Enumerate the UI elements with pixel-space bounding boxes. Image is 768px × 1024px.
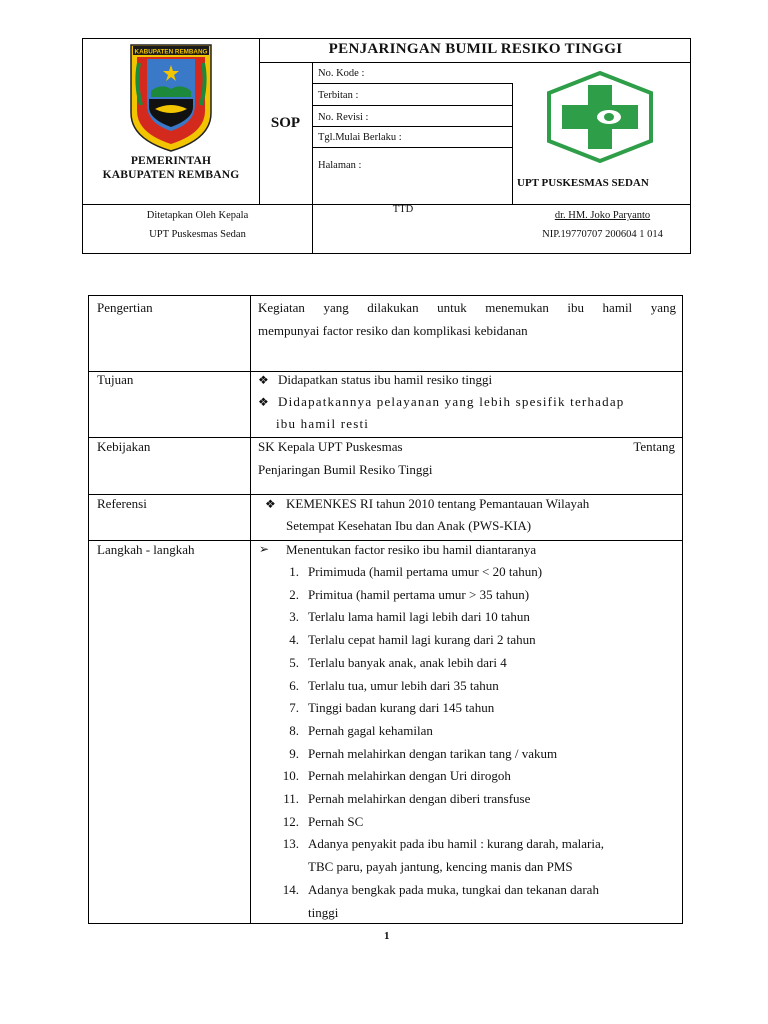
tujuan-item-1: Didapatkan status ibu hamil resiko tinggi xyxy=(278,372,493,387)
step-number: 7. xyxy=(289,700,299,716)
document-title: PENJARINGAN BUMIL RESIKO TINGGI xyxy=(328,41,623,57)
label-pengertian: Pengertian xyxy=(97,300,153,315)
step-text: tinggi xyxy=(308,904,339,920)
signer-nip: NIP.19770707 200604 1 014 xyxy=(542,229,663,240)
step-text: Primitua (hamil pertama umur > 35 tahun) xyxy=(308,586,530,602)
kebijakan-line-1-right: Tentang xyxy=(633,439,675,454)
divider xyxy=(89,540,683,541)
step-text: Terlalu cepat hamil lagi kurang dari 2 tahun xyxy=(308,632,536,648)
upt-name: UPT PUSKESMAS SEDAN xyxy=(517,177,649,189)
divider xyxy=(259,62,691,63)
divider xyxy=(312,83,512,84)
step-number: 11. xyxy=(283,791,299,806)
label-langkah: Langkah - langkah xyxy=(97,542,195,557)
step-number: 1. xyxy=(289,564,299,579)
divider xyxy=(89,494,683,495)
step-text: Adanya bengkak pada muka, tungkai dan tekanan darah xyxy=(308,881,599,897)
diamond-bullet-icon: ❖ xyxy=(265,497,276,511)
step-text: Tinggi badan kurang dari 145 tahun xyxy=(308,700,495,716)
ttd-label: TTD xyxy=(392,204,414,215)
divider xyxy=(89,437,683,438)
step-number: 3. xyxy=(289,609,299,625)
pengertian-line-2: mempunyai factor resiko dan komplikasi kebidanan xyxy=(258,323,528,338)
step-text: Primimuda (hamil pertama umur < 20 tahun) xyxy=(308,564,543,579)
referensi-line-2: Setempat Kesehatan Ibu dan Anak (PWS-KIA) xyxy=(286,518,532,533)
established-by-line-1: Ditetapkan Oleh Kepala xyxy=(146,210,249,221)
label-tujuan: Tujuan xyxy=(97,372,134,387)
step-text: Pernah melahirkan dengan diberi transfuse xyxy=(308,791,531,806)
step-text: TBC paru, payah jantung, kencing manis dan PMS xyxy=(308,859,573,875)
diamond-bullet-icon: ❖ xyxy=(258,373,269,387)
step-number: 2. xyxy=(289,586,299,602)
step-number: 10. xyxy=(282,768,299,784)
step-number: 6. xyxy=(289,677,299,693)
government-line-1: PEMERINTAH xyxy=(130,155,212,167)
tujuan-item-2-line-2: ibu hamil resti xyxy=(276,416,370,431)
divider xyxy=(312,62,313,254)
puskesmas-cross-logo xyxy=(545,71,655,163)
step-text: Pernah SC xyxy=(308,813,364,829)
divider xyxy=(312,126,512,127)
step-number: 8. xyxy=(289,722,299,738)
established-by-line-2: UPT Puskesmas Sedan xyxy=(149,229,246,240)
langkah-intro: Menentukan factor resiko ibu hamil diantaranya xyxy=(286,542,537,557)
divider xyxy=(250,296,251,924)
step-number: 14. xyxy=(282,881,299,897)
government-line-2: KABUPATEN REMBANG xyxy=(102,169,240,181)
sop-content-table xyxy=(88,295,683,924)
signer-name: dr. HM. Joko Paryanto xyxy=(554,210,651,221)
divider xyxy=(312,147,512,148)
step-number: 4. xyxy=(289,632,299,648)
meta-halaman: Halaman : xyxy=(318,160,362,171)
step-number: 9. xyxy=(289,745,299,761)
step-text: Pernah melahirkan dengan tarikan tang / vakum xyxy=(308,745,558,761)
step-number: 5. xyxy=(289,654,299,670)
divider xyxy=(512,83,513,204)
sop-label: SOP xyxy=(270,115,301,131)
tujuan-item-2-line-1: Didapatkannya pelayanan yang lebih spesifik terhadap xyxy=(278,394,625,409)
logo-cell xyxy=(83,39,259,204)
kebijakan-line-2: Penjaringan Bumil Resiko Tinggi xyxy=(258,462,433,477)
kabupaten-rembang-logo xyxy=(125,43,217,153)
step-text: Pernah melahirkan dengan Uri dirogoh xyxy=(308,768,511,784)
meta-tgl-mulai: Tgl.Mulai Berlaku : xyxy=(318,132,402,143)
step-number: 12. xyxy=(282,813,299,829)
meta-no-revisi: No. Revisi : xyxy=(318,112,369,123)
logo-banner-text: KABUPATEN REMBANG xyxy=(134,48,208,56)
step-number: 13. xyxy=(282,836,299,852)
step-text: Terlalu lama hamil lagi lebih dari 10 tahun xyxy=(308,609,530,625)
label-referensi: Referensi xyxy=(97,496,147,511)
divider xyxy=(312,105,512,106)
step-text: Adanya penyakit pada ibu hamil : kurang darah, malaria, xyxy=(308,836,605,852)
step-text: Pernah gagal kehamilan xyxy=(308,722,433,738)
referensi-line-1: KEMENKES RI tahun 2010 tentang Pemantauan Wilayah xyxy=(286,496,590,511)
kebijakan-line-1-left: SK Kepala UPT Puskesmas xyxy=(258,439,403,454)
step-text: Terlalu banyak anak, anak lebih dari 4 xyxy=(308,654,507,670)
diamond-bullet-icon: ❖ xyxy=(258,395,269,409)
arrow-bullet-icon: ➢ xyxy=(259,542,270,556)
meta-terbitan: Terbitan : xyxy=(318,90,359,101)
step-text: Terlalu tua, umur lebih dari 35 tahun xyxy=(308,677,499,693)
page-number: 1 xyxy=(384,930,390,942)
pengertian-line-1: Kegiatan yang dilakukan untuk menemukan ibu hamil yang xyxy=(258,300,676,315)
label-kebijakan: Kebijakan xyxy=(97,439,151,454)
sop-header xyxy=(82,38,691,254)
meta-no-kode: No. Kode : xyxy=(318,68,365,79)
